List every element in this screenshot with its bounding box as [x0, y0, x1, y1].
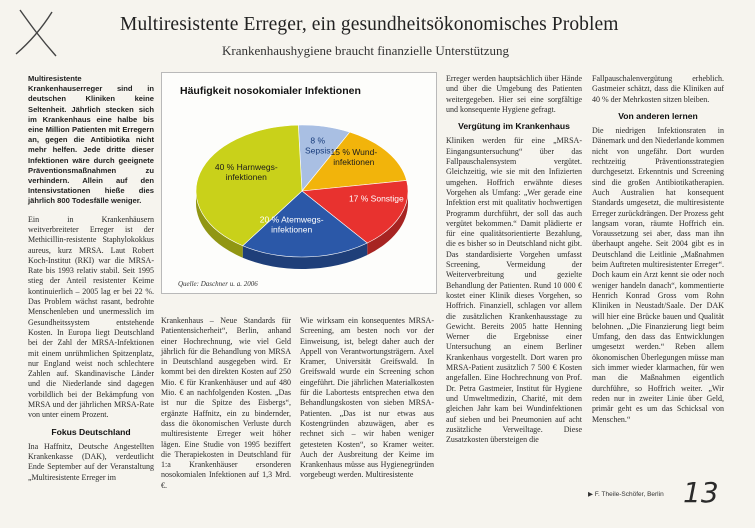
author-footnote: ▶ F. Theile-Schöfer, Berlin [588, 491, 664, 498]
pie-slice-label-4: 40 % Harnwegs-infektionen [214, 161, 278, 182]
section-heading-fokus: Fokus Deutschland [51, 426, 131, 437]
column-4 [446, 74, 582, 445]
pie-chart-figure [161, 72, 437, 294]
pie-slice-label-2: 17 % Sonstige [348, 193, 404, 204]
pie-chart [162, 73, 436, 293]
lead-paragraph: Multiresistente Krankenhauserreger sind in deutschen Kliniken keine Seltenheit. Jährlich stecken sich im Krankenhaus eine halbe bis eine Million Patienten mit Erregern an, gegen die Antibiotika nicht mehr helfen. Jede dritte dieser Infektionen wäre durch geeignete Präventionsmaßnahmen zu verhindern. Allein auf den Intensivstationen hieße dies jährlich 800 Todesfälle weniger. [28, 74, 154, 206]
column-2 [161, 316, 291, 491]
pie-slice-label-3: 20 % Atemwegs-infektionen [259, 214, 324, 235]
column-1-body: Ein in Krankenhäusern weitverbreiteter Erreger ist der Methicillin-resistente Staphylokokkus aureus, kurz MRSA. Laut Robert Koch-Institut (RKI) war die MRSA-Rate bis 1993 relativ stabil. Seit 1995 stieg der Anteil resistenter Keime kontinuierlich – 2005 lag er bei 22 %. Das Problem wächst rasant, bedrohte Menschenleben und unermesslich im Gesundheitssystem entstehende Kosten. In Europa liegt Deutschland bei der Zahl der MRSA-Infektionen mit einem unrühmlichen Spitzenplatz, nur England weist noch schlechtere Zahlen auf. Skandinavische Länder und die Niederlande sind dagegen vorbildlich bei der Bekämpfung von MRSA und der jährlichen MRSA-Rate von unter einem Prozent. [28, 214, 154, 420]
chart-source: Quelle: Daschner u. a. 2006 [178, 280, 258, 288]
handwritten-page-number: 13 [683, 476, 719, 509]
column-5-body: Fallpauschalenvergütung erheblich. Gastmeier schätzt, dass die Kliniken auf 40 % der Mehrkosten sitzen bleiben. [592, 74, 724, 104]
column-1 [28, 74, 154, 483]
column-2-body: Krankenhaus – Neue Standards für Patientensicherheit“, Berlin, anhand einer Hochrechnung, wie viel Geld jährlich für die Behandlung von MRSA in Deutschland ausgegeben wird. Er kommt bei den direkten Kosten auf 250 Mio. € für Krankenhäuser und auf 480 Mio. € an nachfolgenden Kosten. „Das ist nur die Spitze des Eisbergs“, ergänzte Haffnitz, ein zu bindernder, dass die ökonomischen Verluste durch multiresistente Erreger weit höher lägen. Eine Studie von 1995 beziffert die Therapiekosten in Deutschland für 1:a Krankenhäuser ersonderen nosokomialen Infektionen auf 1,3 Mrd. €. [161, 316, 291, 490]
column-3 [300, 316, 434, 481]
column-4-body: Erreger werden hauptsächlich über Hände und über die Umgebung des Patienten weitergegeben. Hier sei eine sorgfältige und konsequente Hygiene gefragt. [446, 74, 582, 114]
article-subheadline: Krankenhaushygiene braucht finanzielle Unterstützung [222, 43, 509, 58]
section-heading-lernen: Von anderen lernen [618, 110, 698, 121]
pie-slice-label-0: 8 % Sepsis [304, 135, 331, 156]
column-3-body: Wie wirksam ein konsequentes MRSA-Screening, am besten noch vor der Einweisung, ist, belegt daher auch der Appell von Verantwortungsträgern. Axel Kramer, Universität Greifswald. In Greifswald wurde ein Screening schon eingeführt. Die jährlichen Materialkosten für die Labortests entsprechen etwa den Behandlungskosten von sieben MRSA-Patienten. „Das ist nur etwas aus Kostengründen abzuwägen, aber es rechnet sich – wir haben weniger getesteten Kosten“, so Kramer weiter. Auch der Ausbreitung der Keime im Krankenhaus müsse aus Hygienegründen vorgebeugt werden. Multiresistente [300, 316, 434, 480]
column-1-body-2: Ina Haffnitz, Deutsche Angestellten Krankenkasse (DAK), verdeutlicht Ende September auf der Veranstaltung „Multiresistente Erreger im [28, 441, 154, 482]
article-headline: Multiresistente Erreger, ein gesundheitsökonomisches Problem [120, 14, 619, 35]
column-4-body-2: Kliniken werden für eine „MRSA-Eingangsuntersuchung“ über das Fallpauschalensystem vergütet. Gleichzeitig, wie sie mit den Infizierten umgehen. Hoffrich erwähnte dieses Vorgehen als Umfang: „Wer gerade eine Infektion erst mit qualitativ hochwertigen Programm durchführt, der soll das auch vergütet bekommen.“ Damit plädierte er für eine qualitätsorientierte Bezahlung, die es bisher so in Deutschland nicht gibt. Das standardisierte Vorgehen umfasst Screening, Vermeidung der Weiterverbreitung und gezielte Behandlung der Patienten. Rund 10 000 € kostet einer Klinik dieses Vorgehen, so Hoffrich. Finanziell, schlagen vor allem die zusätzlichen Krankenhausstage zu Gewicht. Bereits 2005 hatte Henning Werner die Ergebnisse einer Untersuchung an einem Berliner Krankenhaus vorgestellt. Dort waren pro MRSA-Patient zusätzlich 7 500 € Kosten angefallen. Eine Hochrechnung von Prof. Dr. Petra Gastmeier, Institut für Hygiene und Umweltmedizin, Charité, mit dem gleichen Jahr kam bei Wundinfektionen auf sieben und bei Pneumonien auf acht zusätzliche Verweiltage. Diese Zusatzkosten übersteigen die [446, 136, 582, 445]
column-5 [592, 74, 724, 425]
pie-slice-label-1: 15 % Wund-infektionen [330, 146, 378, 167]
column-5-body-2: Die niedrigen Infektionsraten in Dänemark und den Niederlande kommen nicht von ungefähr. Dort wurden rechtzeitig Präventionsstrategien durchgesetzt. Erkenntnis und Screening sind die großen Antibiotikatherapien. Auch Australien hat konsequent Standards umgesetzt, die multiresistente Erreger zurückdrängen. Der Prozess geht langsam voran, räumte Hoffrich ein. Voraussetzung sei aber, dass man ihn überhaupt angehe. Seit 2004 gibt es in Deutschland die Leitlinie „Maßnahmen beim Auftreten multiresistenter Erreger“. Doch kaum ein Arzt kennt sie oder noch weniger handeln danach“, kommentierte Henrich Konrad Gross vom Rohn Kliniken in Neustadt/Saale. Der DAK will hier eine Brücke bauen und Qualität belohnen. „Die Finanzierung liegt beim Umfang, den dass das Entwicklungen umgesetzt werden.“ Reben allem ökonomischen Überlegungen müsse man sich immer wieder klarmachen, für wen man die Maßnahmen eigentlich durchführe, so Hoffrich weiter. „Wir reden nur in zweiter Linie über Geld, primär geht es um das Schicksal von Menschen.“ [592, 126, 724, 424]
section-heading-verguetung: Vergütung im Krankenhaus [458, 121, 570, 132]
chart-title: Häufigkeit nosokomialer Infektionen [180, 85, 361, 97]
handwritten-x-mark [6, 2, 66, 62]
